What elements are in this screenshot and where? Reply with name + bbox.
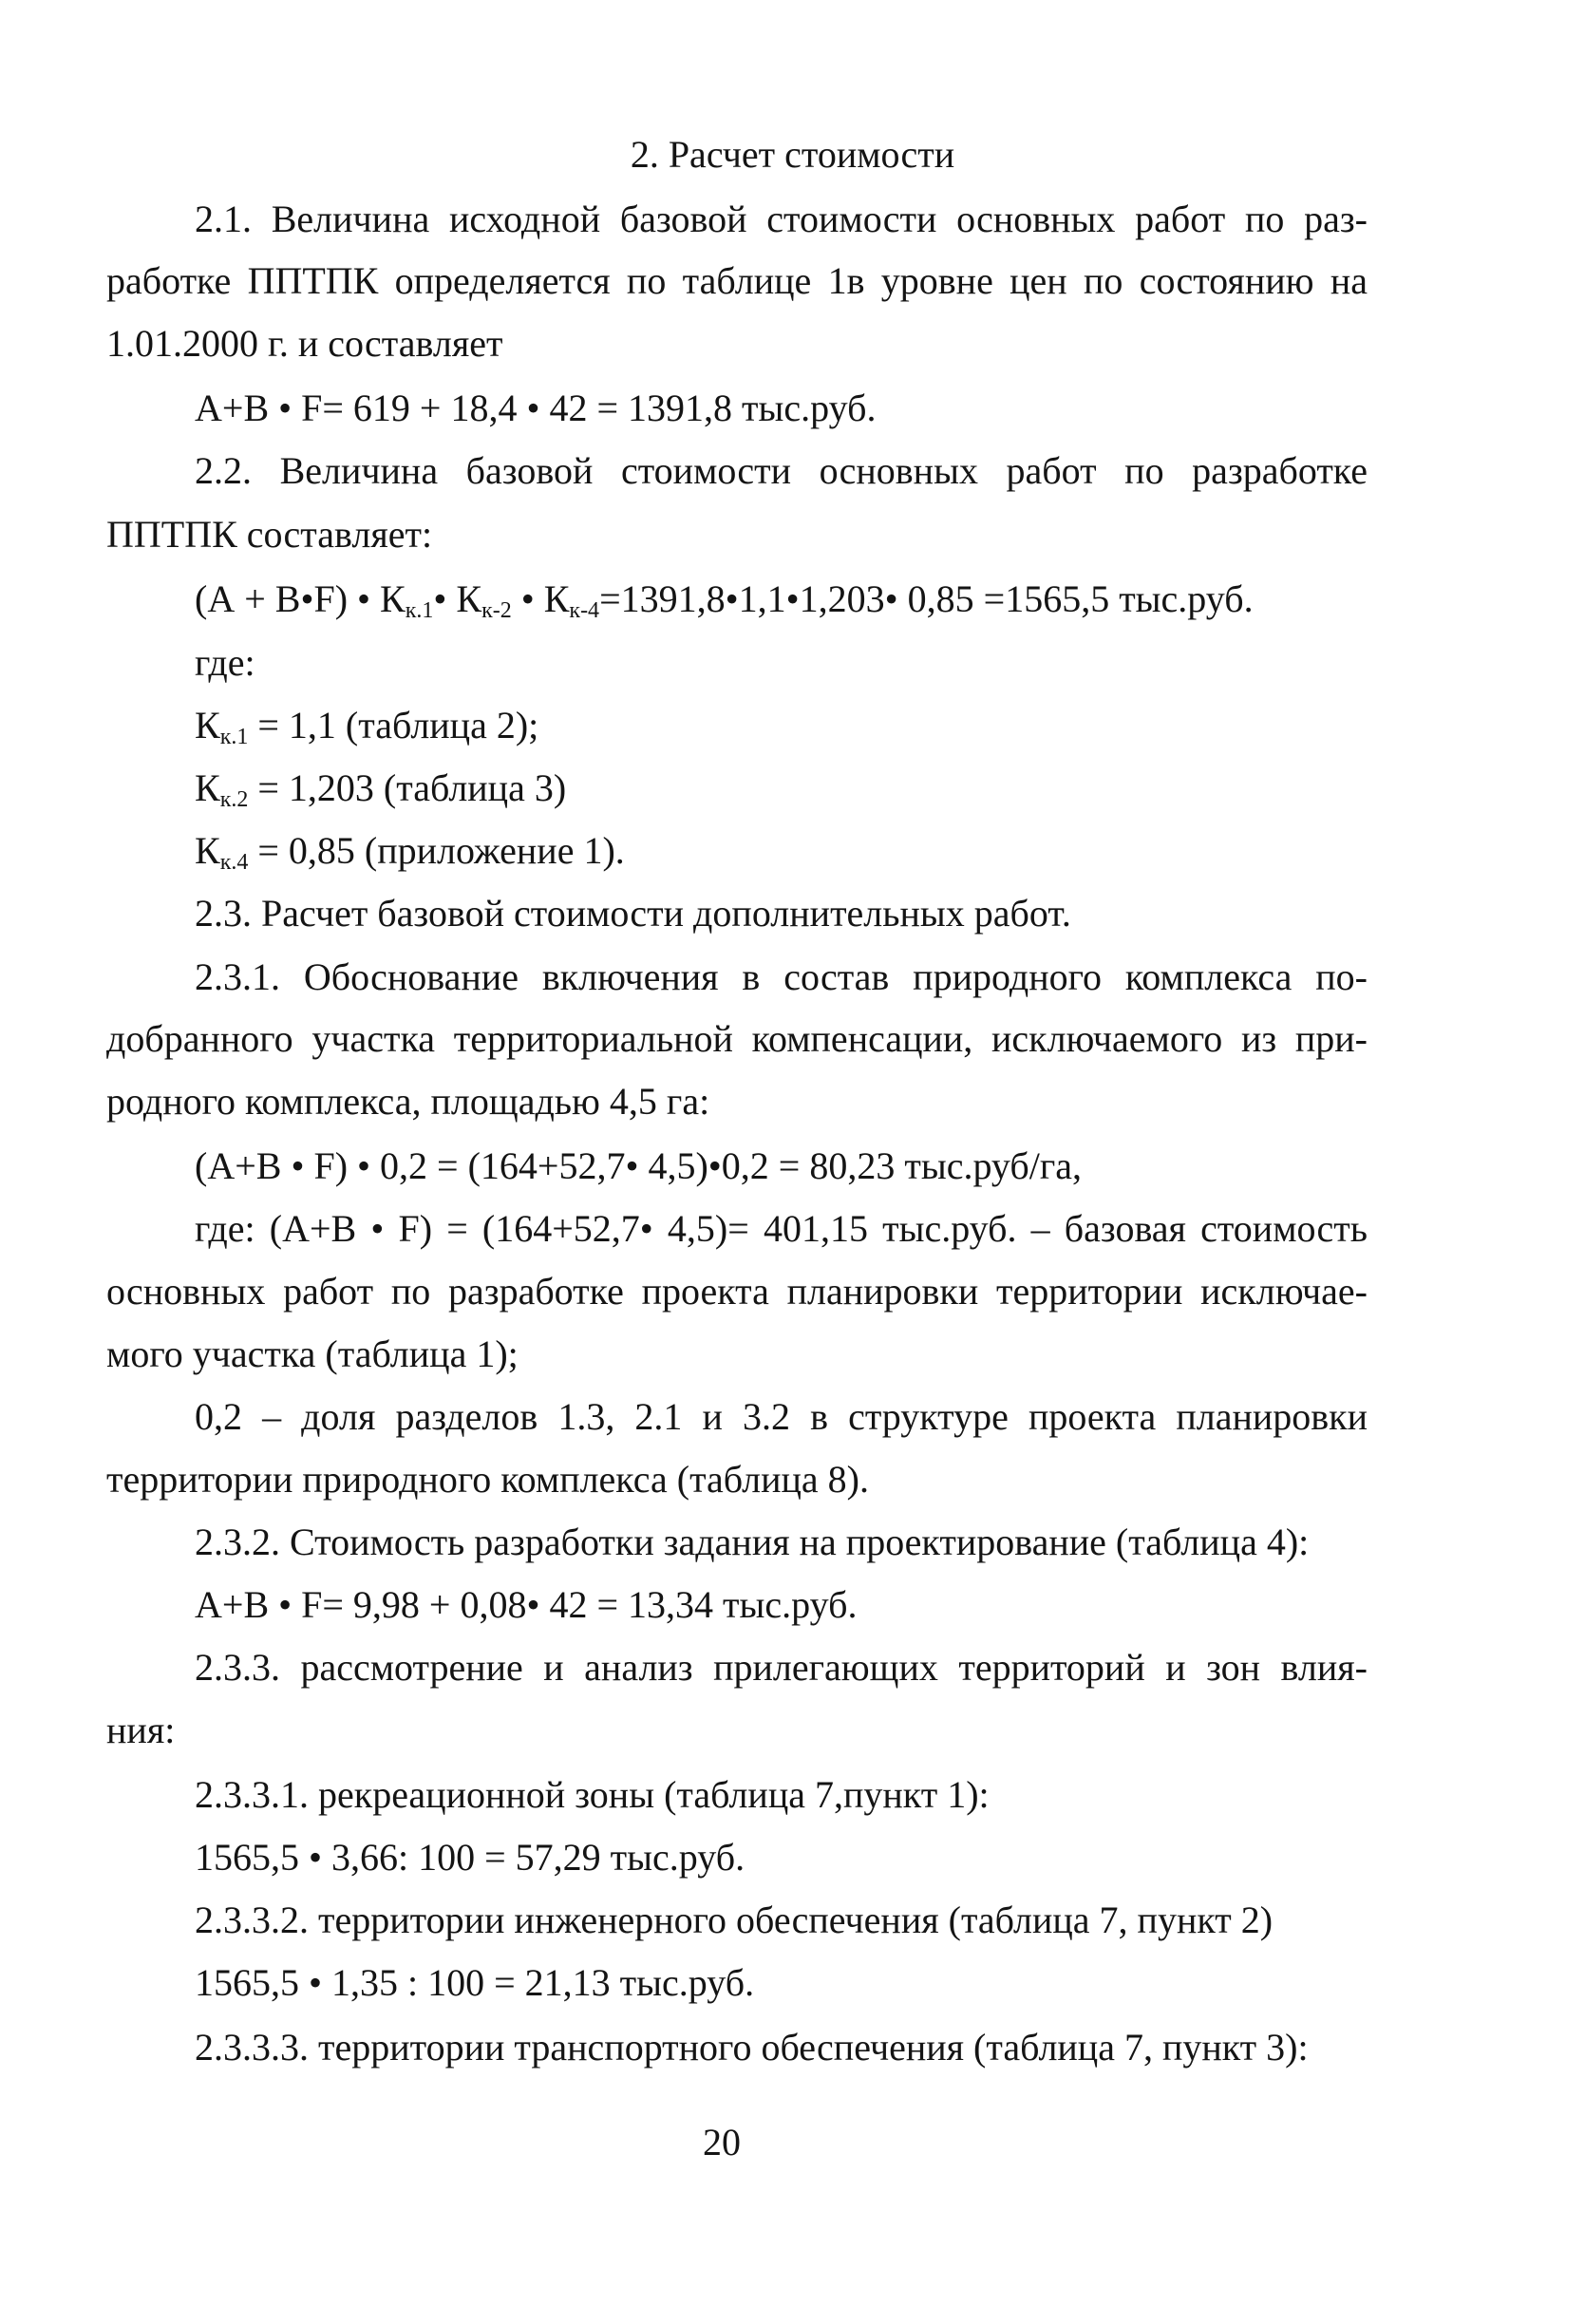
paragraph-line: 2.3.3.1. рекреационной зоны (таблица 7,пункт 1): xyxy=(195,1773,990,1816)
paragraph-line: где: (А+В • F) = (164+52,7• 4,5)= 401,15 тыс.руб. – базовая стоимость xyxy=(195,1207,1368,1250)
paragraph-line: родного комплекса, площадью 4,5 га: xyxy=(106,1080,710,1123)
paragraph-line: 2.3.3. рассмотрение и анализ прилегающих территорий и зон влия- xyxy=(195,1646,1368,1689)
paragraph-line: где: xyxy=(195,641,255,684)
paragraph-line: ния: xyxy=(106,1709,176,1751)
page-number: 20 xyxy=(703,2121,741,2163)
formula-line: 1565,5 • 3,66: 100 = 57,29 тыс.руб. xyxy=(195,1836,745,1879)
coefficient-line: $К_{к.1} = 1,1$ (таблица 2); xyxy=(195,704,539,749)
paragraph-line: 2.3.3.2. территории инженерного обеспечения (таблица 7, пункт 2) xyxy=(195,1899,1274,1941)
paragraph-line: 2.3.1. Обоснование включения в состав природного комплекса по- xyxy=(195,955,1368,998)
paragraph-line: 2.3.3.3. территории транспортного обеспечения (таблица 7, пункт 3): xyxy=(195,2026,1309,2069)
paragraph-line: мого участка (таблица 1); xyxy=(106,1332,519,1375)
paragraph-line: территории природного комплекса (таблица 8). xyxy=(106,1458,869,1501)
section-title: 2. Расчет стоимости xyxy=(630,133,955,176)
paragraph-line: основных работ по разработке проекта планировки территории исключае- xyxy=(106,1270,1368,1313)
formula-line: (А + В•F) • $К_{к.1}•$ $К_{к-2}$ • $К_{к-4}=1391,8•1,1•1,203•$ 0,85 =1565,5 тыс.руб. xyxy=(195,577,1254,623)
coefficient-line: $К_{к.2} = 1,203$ (таблица 3) xyxy=(195,766,567,812)
formula-line: (А+В • F) • 0,2 = (164+52,7• 4,5)•0,2 = 80,23 тыс.руб/га, xyxy=(195,1144,1083,1187)
paragraph-line: 0,2 – доля разделов 1.3, 2.1 и 3.2 в структуре проекта планировки xyxy=(195,1395,1368,1438)
paragraph-line: работке ППТПК определяется по таблице 1в уровне цен по состоянию на xyxy=(106,259,1368,302)
formula-line: А+В • F= 619 + 18,4 • 42 = 1391,8 тыс.руб. xyxy=(195,387,877,429)
formula-line: 1565,5 • 1,35 : 100 = 21,13 тыс.руб. xyxy=(195,1961,755,2004)
paragraph-line: добранного участка территориальной компенсации, исключаемого из при- xyxy=(106,1017,1368,1060)
paragraph-line: 1.01.2000 г. и составляет xyxy=(106,322,503,365)
paragraph-line: 2.2. Величина базовой стоимости основных работ по разработке xyxy=(195,449,1368,492)
paragraph-line: 2.1. Величина исходной базовой стоимости основных работ по раз- xyxy=(195,198,1368,240)
paragraph-line: 2.3. Расчет базовой стоимости дополнительных работ. xyxy=(195,892,1071,935)
formula-line: А+В • F= 9,98 + 0,08• 42 = 13,34 тыс.руб. xyxy=(195,1583,858,1626)
paragraph-line: 2.3.2. Стоимость разработки задания на проектирование (таблица 4): xyxy=(195,1521,1310,1563)
paragraph-line: ППТПК составляет: xyxy=(106,513,433,556)
coefficient-line: $К_{к.4} = 0,85$ (приложение 1). xyxy=(195,829,625,875)
